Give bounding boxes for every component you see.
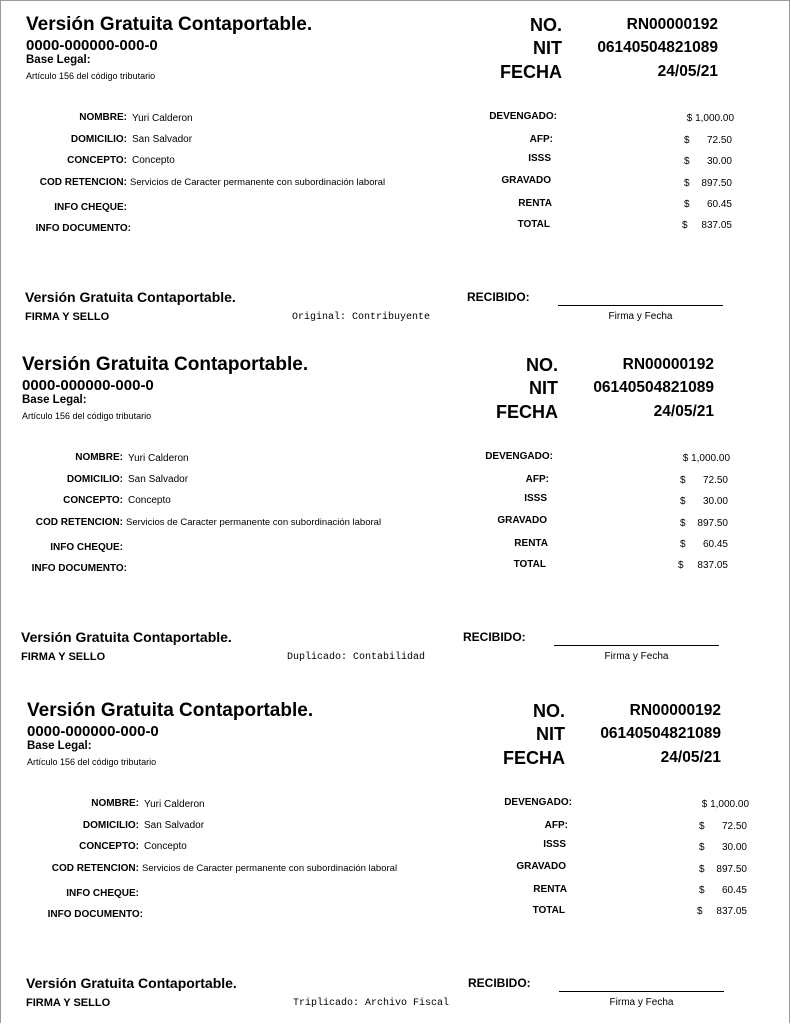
devengado-label: DEVENGADO: — [485, 451, 553, 462]
concepto-value: Concepto — [128, 495, 171, 506]
currency-sign: $ — [680, 518, 686, 529]
currency-sign: $ — [684, 135, 690, 146]
isss-label: ISSS — [524, 493, 547, 504]
recibido-label: RECIBIDO: — [463, 630, 526, 644]
base-legal-label: Base Legal: — [27, 740, 92, 752]
fecha-value: 24/05/21 — [653, 403, 714, 420]
retencion-label: COD RETENCION: — [35, 517, 123, 528]
gravado-value: 897.50 — [697, 518, 728, 529]
firma-fecha-caption: Firma y Fecha — [608, 311, 673, 322]
isss-label: ISSS — [528, 153, 551, 164]
fecha-value: 24/05/21 — [657, 63, 718, 80]
currency-sign: $ — [682, 220, 688, 231]
currency-sign: $ — [699, 885, 705, 896]
devengado-value: $ 1,000.00 — [701, 799, 749, 810]
nombre-label: NOMBRE: — [91, 798, 139, 809]
footer-title: Versión Gratuita Contaportable. — [25, 289, 236, 305]
footer-title: Versión Gratuita Contaportable. — [21, 629, 232, 645]
info-documento-label: INFO DOCUMENTO: — [31, 563, 127, 574]
retencion-value: Servicios de Caracter permanente con subordinación laboral — [126, 517, 382, 528]
gravado-value: 897.50 — [701, 178, 732, 189]
gravado-value: 897.50 — [716, 864, 747, 875]
copy-label: Duplicado: Contabilidad — [287, 652, 426, 663]
concepto-label: CONCEPTO: — [67, 155, 127, 166]
info-cheque-label: INFO CHEQUE: — [50, 542, 123, 553]
currency-sign: $ — [699, 842, 705, 853]
retencion-value: Servicios de Caracter permanente con subordinación laboral — [142, 863, 398, 874]
receipt-triplicado — [1, 686, 791, 1016]
afp-label: AFP: — [544, 820, 568, 831]
fecha-label: FECHA — [503, 748, 565, 768]
slip-code: 0000-000000-000-0 — [22, 377, 154, 394]
nit-value: 06140504821089 — [597, 39, 718, 56]
nit-label: NIT — [533, 38, 562, 58]
slip-code: 0000-000000-000-0 — [26, 37, 158, 54]
afp-label: AFP: — [529, 134, 553, 145]
isss-value: 30.00 — [706, 156, 732, 167]
nombre-value: Yuri Calderon — [144, 799, 205, 810]
devengado-label: DEVENGADO: — [489, 111, 557, 122]
renta-value: 60.45 — [702, 539, 728, 550]
nombre-value: Yuri Calderon — [128, 453, 189, 464]
nit-label: NIT — [536, 724, 565, 744]
nombre-label: NOMBRE: — [75, 452, 123, 463]
renta-label: RENTA — [518, 198, 552, 209]
afp-value: 72.50 — [702, 475, 728, 486]
concepto-value: Concepto — [132, 155, 175, 166]
concepto-value: Concepto — [144, 841, 187, 852]
base-legal-text: Artículo 156 del código tributario — [22, 411, 152, 421]
concepto-label: CONCEPTO: — [63, 495, 123, 506]
nit-value: 06140504821089 — [600, 725, 721, 742]
gravado-label: GRAVADO — [501, 175, 551, 186]
base-legal-label: Base Legal: — [26, 54, 91, 66]
isss-label: ISSS — [543, 839, 566, 850]
no-value: RN00000192 — [629, 702, 721, 719]
copy-label: Original: Contribuyente — [292, 312, 431, 323]
isss-value: 30.00 — [702, 496, 728, 507]
renta-label: RENTA — [514, 538, 548, 549]
no-label: NO. — [529, 15, 562, 35]
currency-sign: $ — [699, 864, 705, 875]
retencion-value: Servicios de Caracter permanente con subordinación laboral — [130, 177, 386, 188]
receipt-original — [0, 0, 791, 330]
no-label: NO. — [532, 701, 565, 721]
fecha-label: FECHA — [496, 402, 558, 422]
nit-label: NIT — [529, 378, 558, 398]
domicilio-value: San Salvador — [128, 474, 189, 485]
info-documento-label: INFO DOCUMENTO: — [47, 909, 143, 920]
renta-label: RENTA — [533, 884, 567, 895]
info-cheque-label: INFO CHEQUE: — [54, 202, 127, 213]
total-value: 837.05 — [716, 906, 747, 917]
domicilio-label: DOMICILIO: — [82, 820, 139, 831]
nombre-label: NOMBRE: — [79, 112, 127, 123]
devengado-label: DEVENGADO: — [504, 797, 572, 808]
currency-sign: $ — [680, 539, 686, 550]
recibido-label: RECIBIDO: — [467, 290, 530, 304]
currency-sign: $ — [684, 199, 690, 210]
slip-title: Versión Gratuita Contaportable. — [26, 14, 313, 35]
firma-fecha-caption: Firma y Fecha — [604, 651, 669, 662]
no-label: NO. — [525, 355, 558, 375]
nombre-value: Yuri Calderon — [132, 113, 193, 124]
retencion-label: COD RETENCION: — [51, 863, 139, 874]
receipt-duplicado — [0, 340, 787, 670]
currency-sign: $ — [684, 156, 690, 167]
domicilio-label: DOMICILIO: — [66, 474, 123, 485]
currency-sign: $ — [699, 821, 705, 832]
base-legal-label: Base Legal: — [22, 394, 87, 406]
total-value: 837.05 — [697, 560, 728, 571]
currency-sign: $ — [684, 178, 690, 189]
renta-value: 60.45 — [721, 885, 747, 896]
devengado-value: $ 1,000.00 — [682, 453, 730, 464]
firma-sello-label: FIRMA Y SELLO — [21, 651, 106, 663]
nit-value: 06140504821089 — [593, 379, 714, 396]
concepto-label: CONCEPTO: — [79, 841, 139, 852]
devengado-value: $ 1,000.00 — [686, 113, 734, 124]
signature-line — [558, 305, 723, 306]
currency-sign: $ — [680, 496, 686, 507]
firma-sello-label: FIRMA Y SELLO — [26, 997, 111, 1009]
footer-title: Versión Gratuita Contaportable. — [26, 975, 237, 991]
firma-fecha-caption: Firma y Fecha — [609, 997, 674, 1008]
renta-value: 60.45 — [706, 199, 732, 210]
signature-line — [559, 991, 724, 992]
afp-value: 72.50 — [721, 821, 747, 832]
no-value: RN00000192 — [622, 356, 714, 373]
retencion-label: COD RETENCION: — [39, 177, 127, 188]
firma-sello-label: FIRMA Y SELLO — [25, 311, 110, 323]
currency-sign: $ — [697, 906, 703, 917]
domicilio-label: DOMICILIO: — [70, 134, 127, 145]
total-label: TOTAL — [517, 219, 550, 230]
info-cheque-label: INFO CHEQUE: — [66, 888, 139, 899]
afp-value: 72.50 — [706, 135, 732, 146]
isss-value: 30.00 — [721, 842, 747, 853]
total-label: TOTAL — [532, 905, 565, 916]
afp-label: AFP: — [525, 474, 549, 485]
recibido-label: RECIBIDO: — [468, 976, 531, 990]
domicilio-value: San Salvador — [132, 134, 193, 145]
slip-code: 0000-000000-000-0 — [27, 723, 159, 740]
gravado-label: GRAVADO — [497, 515, 547, 526]
base-legal-text: Artículo 156 del código tributario — [27, 757, 157, 767]
base-legal-text: Artículo 156 del código tributario — [26, 71, 156, 81]
total-label: TOTAL — [513, 559, 546, 570]
gravado-label: GRAVADO — [516, 861, 566, 872]
total-value: 837.05 — [701, 220, 732, 231]
currency-sign: $ — [680, 475, 686, 486]
slip-title: Versión Gratuita Contaportable. — [27, 700, 314, 721]
info-documento-label: INFO DOCUMENTO: — [35, 223, 131, 234]
slip-title: Versión Gratuita Contaportable. — [22, 354, 309, 375]
fecha-value: 24/05/21 — [660, 749, 721, 766]
copy-label: Triplicado: Archivo Fiscal — [293, 998, 450, 1009]
fecha-label: FECHA — [500, 62, 562, 82]
no-value: RN00000192 — [626, 16, 718, 33]
signature-line — [554, 645, 719, 646]
currency-sign: $ — [678, 560, 684, 571]
domicilio-value: San Salvador — [144, 820, 205, 831]
